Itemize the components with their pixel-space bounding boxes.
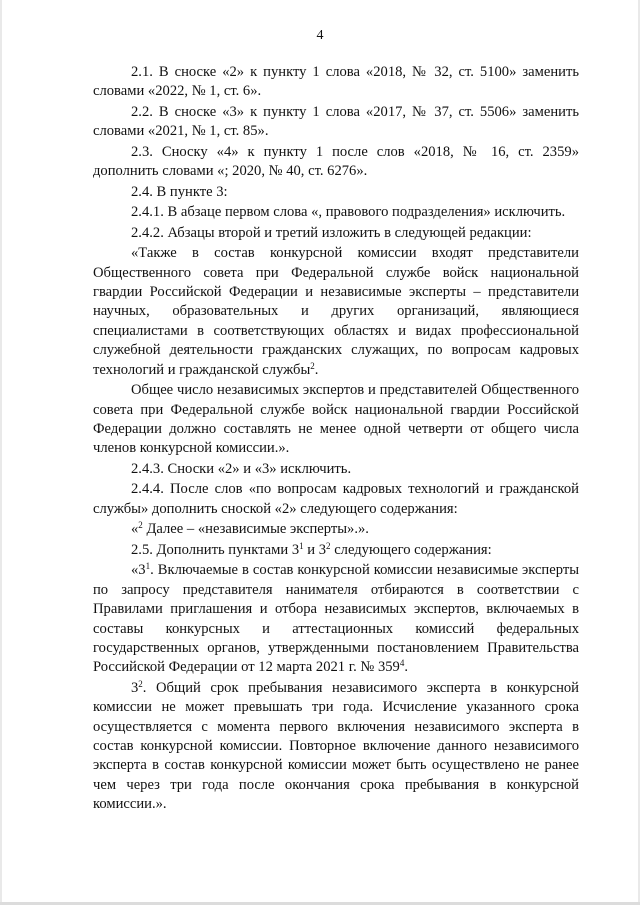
paragraph: 2.4.4. После слов «по вопросам кадровых технологий и гражданской службы» дополнить сноской «2» следующего содержания: [93, 481, 579, 517]
paragraph: 2.4. В пункте 3: [131, 183, 228, 200]
document-body [93, 63, 579, 816]
superscript: 2 [138, 678, 143, 689]
paragraph: 2.4.1. В абзаце первом слова «, правового подразделения» исключить. [131, 204, 566, 221]
paragraph: Общее число независимых экспертов и представителей Общественного совета при Федеральной службе войск национальной гвардии Российской Федерации должно составлять не менее одной четверти от общего числа членов конкурсной комиссии.». [93, 382, 579, 457]
paragraph: «$3^1$. Включаемые в состав конкурсной комиссии независимые эксперты по запросу представителя нанимателя отбираются в соответствии с Правилами приглашения и отбора независимых экспертов, включаемых в составы конкурсных и аттестационных комиссий федеральных государственных органов, утвержденными постановлением Правительства Российской Федерации от 12 марта 2021 г. № $359^4$. [93, 561, 579, 676]
paragraph: 2.4.2. Абзацы второй и третий изложить в следующей редакции: [131, 224, 532, 241]
paragraph: 2.1. В сноске «2» к пункту 1 слова «2018, № 32, ст. 5100» заменить словами «2022, № 1, ст. 6». [93, 64, 579, 100]
paragraph: «Также в состав конкурсной комиссии входят представители Общественного совета при Федеральной службе войск национальной гвардии Российской Федерации и независимые эксперты – представители научных, образовательных и других организаций, являющиеся специалистами в соответствующих областях и видах профессиональной служебной деятельности гражданских служащих, по вопросам кадровых технологий и гражданской службы$^2$. [93, 245, 579, 378]
footnote-marker: 2 [138, 520, 143, 531]
superscript: 1 [299, 540, 304, 551]
paragraph: 2.3. Сноску «4» к пункту 1 после слов «2018, № 16, ст. 2359» дополнить словами «; 2020, № 40, ст. 6276». [93, 143, 579, 180]
footnote-marker: 2 [310, 360, 315, 371]
paragraph: 2.2. В сноске «3» к пункту 1 слова «2017, № 37, ст. 5506» заменить словами «2021, № 1, ст. 85». [93, 103, 579, 140]
scan-edge-left [0, 0, 2, 905]
paragraph: 2.4.3. Сноски «2» и «3» исключить. [131, 460, 352, 477]
footnote-marker: 4 [399, 658, 405, 669]
paragraph: 2.5. Дополнить пунктами $3^1$ и $3^2$ следующего содержания: [131, 540, 492, 558]
paragraph: $3^2$. Общий срок пребывания независимого эксперта в конкурсной комиссии не может превышать три года. Исчисление указанного срока осуществляется с момента первого включения независимого эксперта в состав конкурсной комиссии. Повторное включение данного независимого эксперта в состав конкурсной комиссии может быть осуществлено не ранее чем через три года после окончания срока пребывания в конкурсной комиссии.». [93, 678, 579, 813]
paragraph: «$^2$ Далее – «независимые эксперты».». [131, 520, 369, 538]
page-number: 4 [316, 28, 324, 43]
superscript: 1 [145, 561, 151, 572]
superscript: 2 [326, 540, 331, 551]
